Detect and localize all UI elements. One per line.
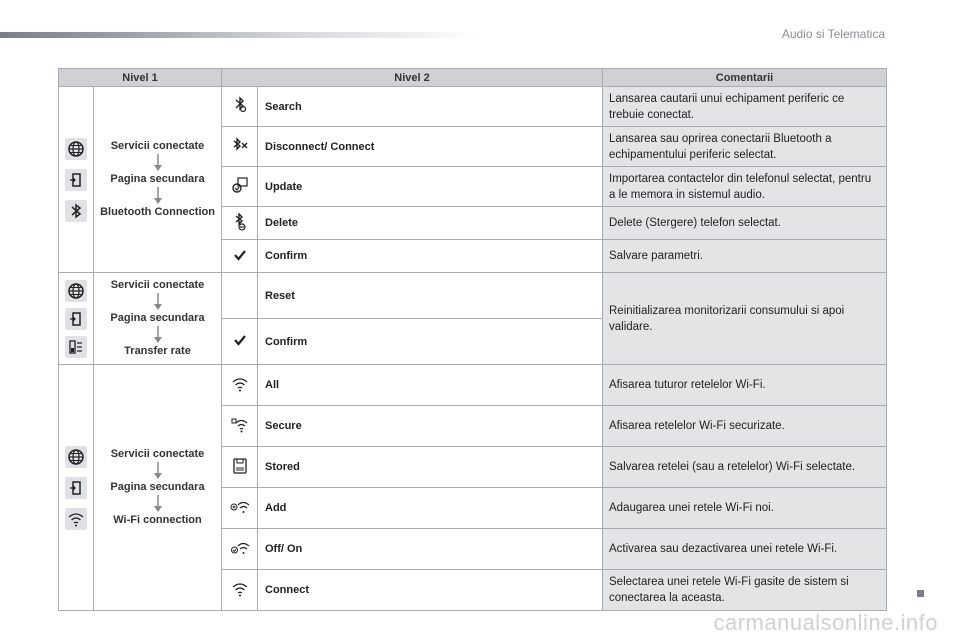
option-label: All: [258, 365, 603, 406]
option-label: Secure: [258, 406, 603, 447]
secondary-page-icon: [65, 308, 87, 330]
globe-icon: [65, 138, 87, 160]
page-marker: [917, 590, 924, 597]
table-row: [59, 273, 887, 319]
menu-step-2: Pagina secundara: [110, 312, 205, 324]
search-icon: [222, 87, 258, 127]
group1-menu-path: [94, 87, 222, 273]
option-label: Reset: [258, 273, 603, 319]
option-comment: Reinitializarea monitorizarii consumului si apoi validare.: [603, 273, 887, 365]
option-label: Search: [258, 87, 603, 127]
option-comment: Afisarea retelelor Wi-Fi securizate.: [603, 406, 887, 447]
menu-step-3: Bluetooth Connection: [100, 206, 215, 218]
table-header-row: [59, 69, 887, 87]
option-label: Update: [258, 167, 603, 207]
group2-menu-path: [94, 273, 222, 365]
secondary-page-icon: [65, 477, 87, 499]
option-comment: Importarea contactelor din telefonul selectat, pentru a le memora in sistemul audio.: [603, 167, 887, 207]
col-header-nivel1: Nivel 1: [59, 69, 222, 87]
option-label: Confirm: [258, 240, 603, 273]
wifi-icon: [222, 365, 258, 406]
arrow-down-icon: [153, 293, 163, 311]
table-row: [59, 87, 887, 127]
group2-icons: [59, 273, 94, 365]
option-label: Off/ On: [258, 529, 603, 570]
option-comment: Activarea sau dezactivarea unei retele Wi-Fi.: [603, 529, 887, 570]
check-icon: [222, 319, 258, 365]
wifi-lock-icon: [222, 406, 258, 447]
option-label: Add: [258, 488, 603, 529]
option-comment: Afisarea tuturor retelelor Wi-Fi.: [603, 365, 887, 406]
col-header-comentarii: Comentarii: [603, 69, 887, 87]
menu-step-3: Wi-Fi connection: [113, 514, 202, 526]
option-label: Confirm: [258, 319, 603, 365]
globe-icon: [65, 280, 87, 302]
option-comment: Salvare parametri.: [603, 240, 887, 273]
menu-step-1: Servicii conectate: [110, 140, 205, 152]
menu-step-2: Pagina secundara: [110, 481, 205, 493]
wifi-icon: [65, 508, 87, 530]
arrow-down-icon: [153, 462, 163, 480]
option-comment: Salvarea retelei (sau a retelelor) Wi-Fi selectate.: [603, 447, 887, 488]
group1-icons: [59, 87, 94, 273]
globe-icon: [65, 446, 87, 468]
update-icon: [222, 167, 258, 207]
wifi-toggle-icon: [222, 529, 258, 570]
option-comment: Adaugarea unei retele Wi-Fi noi.: [603, 488, 887, 529]
menu-step-1: Servicii conectate: [110, 279, 205, 291]
delete-icon: [222, 207, 258, 240]
option-label: Delete: [258, 207, 603, 240]
group3-menu-path: [94, 365, 222, 611]
group3-icons: [59, 365, 94, 611]
save-icon: [222, 447, 258, 488]
option-comment: Lansarea cautarii unui echipament periferic ce trebuie conectat.: [603, 87, 887, 127]
menu-table: [58, 68, 887, 611]
page-header-title: Audio si Telematica: [781, 27, 885, 41]
menu-step-1: Servicii conectate: [110, 448, 205, 460]
arrow-down-icon: [153, 187, 163, 205]
reset-icon-cell: [222, 273, 258, 319]
arrow-down-icon: [153, 154, 163, 172]
check-icon: [222, 240, 258, 273]
table-row: [59, 365, 887, 406]
secondary-page-icon: [65, 169, 87, 191]
bluetooth-icon: [65, 200, 87, 222]
option-comment: Lansarea sau oprirea conectarii Bluetooth a echipamentului periferic selectat.: [603, 127, 887, 167]
option-label: Connect: [258, 570, 603, 611]
watermark: carmanualsonline.info: [713, 610, 938, 635]
option-label: Stored: [258, 447, 603, 488]
header-gradient-bar: [0, 32, 480, 38]
bluetooth-disconnect-icon: [222, 127, 258, 167]
arrow-down-icon: [153, 326, 163, 344]
option-comment: Delete (Stergere) telefon selectat.: [603, 207, 887, 240]
wifi-add-icon: [222, 488, 258, 529]
option-comment: Selectarea unei retele Wi-Fi gasite de sistem si conectarea la aceasta.: [603, 570, 887, 611]
transfer-rate-icon: [65, 336, 87, 358]
col-header-nivel2: Nivel 2: [222, 69, 603, 87]
menu-step-3: Transfer rate: [124, 345, 191, 357]
arrow-down-icon: [153, 495, 163, 513]
menu-step-2: Pagina secundara: [110, 173, 205, 185]
option-label: Disconnect/ Connect: [258, 127, 603, 167]
wifi-connect-icon: [222, 570, 258, 611]
